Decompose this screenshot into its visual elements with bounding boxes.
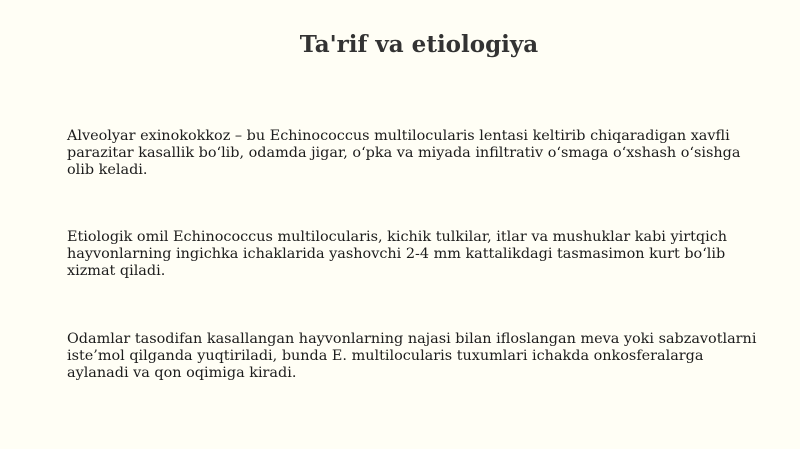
paragraph-definition: Alveolyar exinokokkoz – bu Echinococcus multilocularis lentasi keltirib chiqaradigan xavfli parazitar kasallik bo‘lib, odamda jigar, o‘pka va miyada infiltrativ o‘smaga o‘xshash o‘sishga olib keladi. xyxy=(67,128,741,178)
paragraph-etiology: Etiologik omil Echinococcus multilocularis, kichik tulkilar, itlar va mushuklar kabi yirtqich hayvonlarning ingichka ichaklarida yashovchi 2-4 mm kattalikdagi tasmasimon kurt bo‘lib xizmat qiladi. xyxy=(67,229,728,279)
slide-title: Ta'rif va etiologiya xyxy=(299,31,539,58)
paragraph-transmission: Odamlar tasodifan kasallangan hayvonlarning najasi bilan ifloslangan meva yoki sabzavotlarni iste’mol qilganda yuqtiriladi, bunda E. multilocularis tuxumlari ichakda onkosferalarga aylanadi va qon oqimiga kiradi. xyxy=(67,331,757,381)
